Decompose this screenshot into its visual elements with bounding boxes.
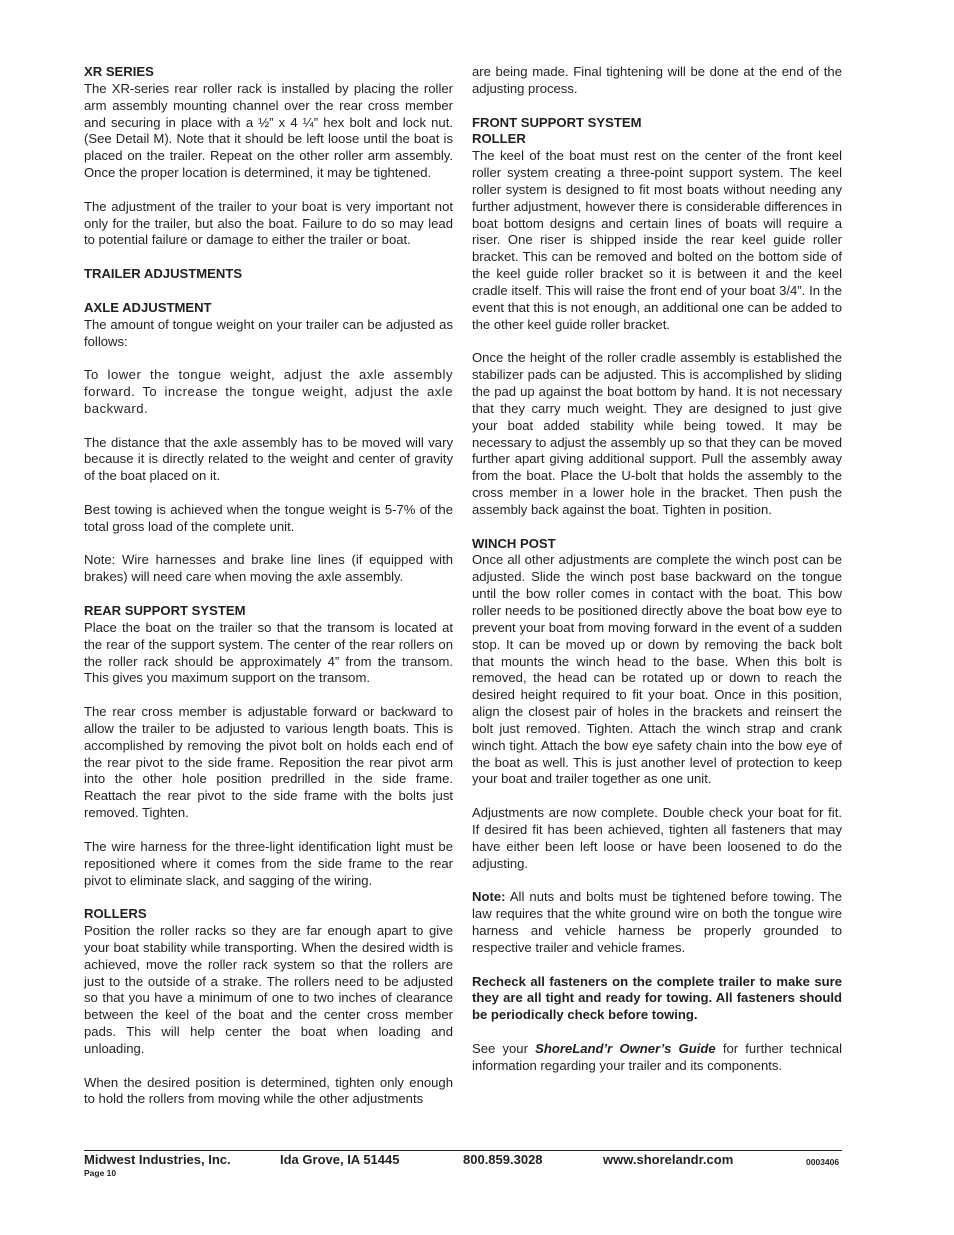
axle-adjustment-paragraph-4: Best towing is achieved when the tongue weight is 5-7% of the total gross load of the complete unit. [84, 501, 453, 534]
rear-support-heading: REAR SUPPORT SYSTEM [84, 603, 246, 618]
note-label: Note: [472, 889, 506, 905]
rear-support-paragraph-1: Place the boat on the trailer so that the transom is located at the rear of the support system. The center of the rear rollers on the roller rack should be approximately 4” from the transom. This gives you maximum support on the transom. [84, 619, 453, 686]
guide-suffix: for further technical information regarding your trailer and its components. [472, 1040, 842, 1073]
footer-city: Ida Grove, IA 51445 [280, 1152, 400, 1167]
footer-phone: 800.859.3028 [463, 1152, 543, 1167]
front-support-paragraph-1: The keel of the boat must rest on the center of the front keel roller system creating a three-point support system. The keel roller system is designed to fit most boats without needing any further adjustment, however there is considerable differences in boat bottom designs and certain lines of boats will require a riser. One riser is shipped inside the rear keel guide roller bracket. This can be removed and bolted on the bottom side of the keel guide roller bracket so it is between it and the keel cradle itself. This will raise the front end of your boat 3/4”. In the event that this is not enough, an additional one can be added to the other keel guide roller bracket. [472, 148, 842, 332]
rollers-heading: ROLLERS [84, 906, 147, 922]
right-column [472, 64, 842, 1091]
left-column [84, 64, 453, 1125]
xr-series-paragraph-2: The adjustment of the trailer to your boat is very important not only for the trailer, but also the boat. Failure to do so may lead to potential failure or damage to either the trailer or boat. [84, 198, 453, 248]
footer-doc-code: 0003406 [806, 1157, 840, 1167]
recheck-warning: Recheck all fasteners on the complete trailer to make sure they are all tight and ready for towing. All fasteners should be periodically check before towing. [472, 973, 842, 1023]
front-support-paragraph-2: Once the height of the roller cradle assembly is established the stabilizer pads can be adjusted. This is accomplished by sliding the pad up against the boat bottom by hand. It is not necessary that they carry much weight. They are designed to just give your boat added stability while being towed. It may be necessary to adjust the assembly up so that they can be moved further apart giving additional support. Pull the assembly away from the boat. Place the U-bolt that holds the assembly to the cross member in a lower hole in the bracket. Then push the assembly back against the boat. Tighten in position. [472, 350, 842, 517]
rollers-paragraph-2: When the desired position is determined, tighten only enough to hold the rollers from moving while the other adjustments [84, 1074, 453, 1107]
trailer-adjustments-heading: TRAILER ADJUSTMENTS [84, 266, 243, 282]
rollers-paragraph-1: Position the roller racks so they are far enough apart to give your boat stability while transporting. When the desired width is achieved, move the roller rack system so that the rollers are just to the outside of a strake. The rollers need to be adjusted so that you have a minimum of one to two inches of clearance between the keel of the boat and the center cross member pads. This will help center the boat when loading and unloading. [84, 923, 453, 1056]
winch-post-paragraph-1: Once all other adjustments are complete the winch post can be adjusted. Slide the winch post base backward on the tongue until the bow roller comes in contact with the boat. This bow roller needs to be positioned directly above the boat bow eye to prevent your boat from moving forward in the event of a sudden stop. It can be moved up or down by removing the back bolt that mounts the winch head to the base. When this bolt is removed, the head can be rotated up or down to reach the desired height required to fit your boat. Once in this position, align the closest pair of holes in the brackets and reinsert the bolt just removed. Tighten. Attach the winch strap and crank winch tight. Attach the bow eye safety chain into the bow eye of the boat as well. This is just another level of protection to keep your boat and trailer together as one unit. [472, 552, 842, 787]
front-support-subheading: ROLLER [472, 131, 526, 147]
axle-adjustment-paragraph-2: To lower the tongue weight, adjust the axle assembly forward. To increase the tongue weight, adjust the axle backward. [84, 367, 453, 416]
rear-support-paragraph-2: The rear cross member is adjustable forward or backward to allow the trailer to be adjusted to various length boats. This is accomplished by removing the pivot bolt on holds each end of the rear pivot to the side frame. Reposition the rear pivot arm into the other hole position predrilled in the side frame. Reattach the rear pivot to the side frame with the bolts just removed. Tighten. [84, 704, 453, 821]
note-text: All nuts and bolts must be tightened before towing. The law requires that the white ground wire on both the tongue wire harness and vehicle harness be properly grounded to respective trailer and vehicle frames. [472, 889, 842, 955]
owners-guide-title: ShoreLand’r Owner’s Guide [535, 1040, 716, 1056]
winch-post-heading: WINCH POST [472, 535, 556, 551]
guide-prefix: See your [472, 1040, 536, 1056]
front-support-heading: FRONT SUPPORT SYSTEM [472, 114, 642, 130]
footer-divider [84, 1150, 842, 1151]
axle-adjustment-heading: AXLE ADJUSTMENT [84, 299, 212, 315]
footer-website: www.shorelandr.com [603, 1152, 734, 1167]
axle-adjustment-paragraph-3: The distance that the axle assembly has to be moved will vary because it is directly related to the weight and center of gravity of the boat placed on it. [84, 434, 453, 484]
footer-company: Midwest Industries, Inc. [84, 1152, 231, 1167]
xr-series-paragraph-1: The XR-series rear roller rack is installed by placing the roller arm assembly mounting channel over the rear cross member and securing in place with a ½” x 4 ¼” hex bolt and lock nut. (See Detail M). Note that it should be left loose until the boat is placed on the trailer. Repeat on the other roller arm assembly. Once the proper location is determined, it may be tightened. [84, 80, 453, 181]
axle-adjustment-paragraph-1: The amount of tongue weight on your trailer can be adjusted as follows: [84, 316, 453, 349]
owners-guide-reference [472, 1041, 842, 1075]
winch-post-paragraph-2: Adjustments are now complete. Double check your boat for fit. If desired fit has been achieved, tighten all fasteners that may have either been left loose or have been loosened to do the adjusting. [472, 805, 842, 871]
axle-adjustment-note: Note: Wire harnesses and brake line lines (if equipped with brakes) will need care when moving the axle assembly. [84, 552, 453, 585]
winch-post-note [472, 889, 842, 956]
page-number: Page 10 [84, 1168, 117, 1178]
rollers-continuation: are being made. Final tightening will be done at the end of the adjusting process. [472, 64, 842, 96]
rear-support-paragraph-3: The wire harness for the three-light identification light must be repositioned where it comes from the side frame to the rear pivot to eliminate slack, and sagging of the wiring. [84, 838, 453, 888]
xr-series-heading: XR SERIES [84, 64, 154, 79]
